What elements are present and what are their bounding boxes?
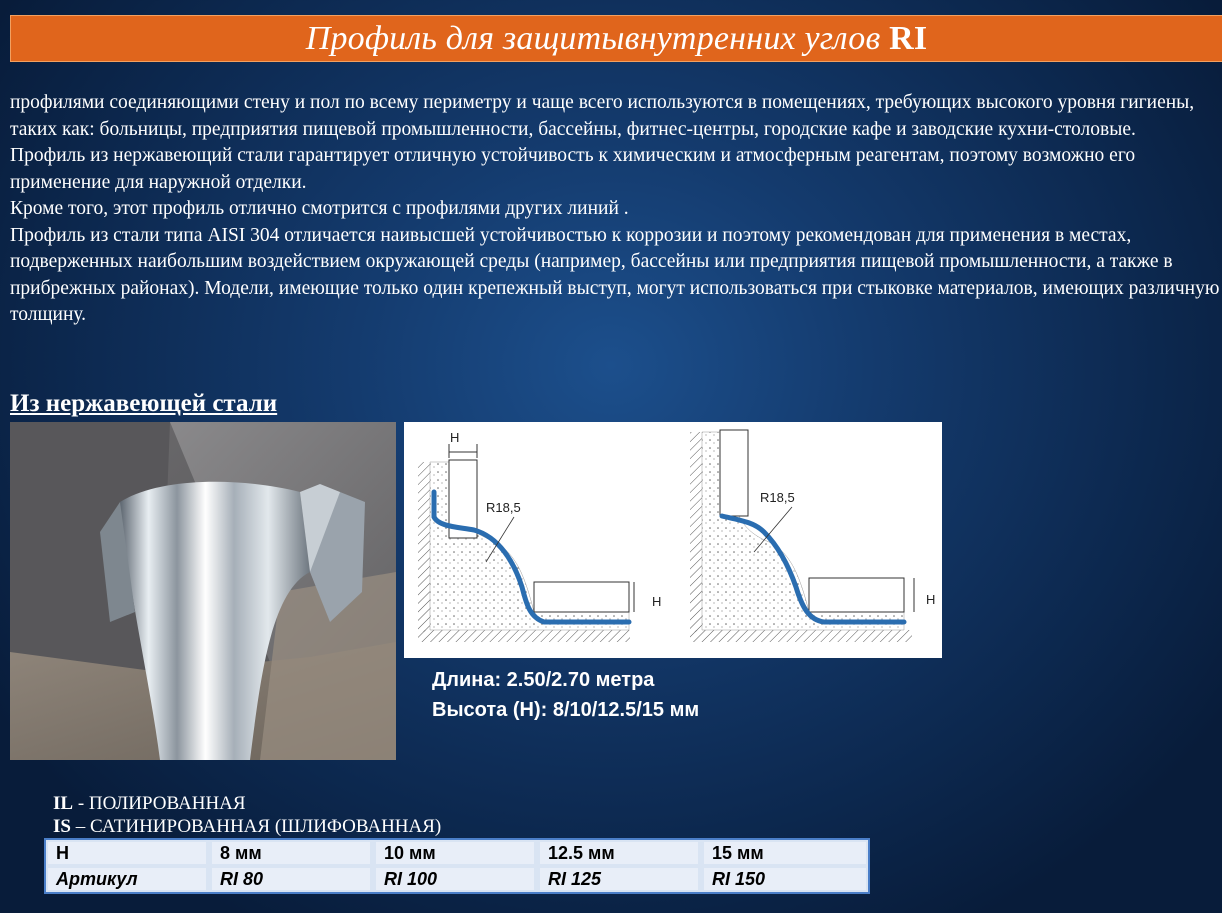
paragraph: профилями соединяющими стену и пол по всему периметру и чаще всего используются в помещениях, требующих высокого уровня гигиены, таких как: больницы, предприятия пищевой промышленности, бассейны, фитнес-центры, городские кафе и заводские кухни-столовые. bbox=[10, 92, 1195, 140]
length-spec: Длина: 2.50/2.70 метра bbox=[432, 669, 655, 691]
legend-item-is bbox=[53, 815, 441, 838]
page-header bbox=[10, 15, 1222, 62]
diagram-h-label: H bbox=[652, 594, 662, 609]
table-cell: Артикул bbox=[48, 868, 206, 890]
legend-item-il bbox=[53, 792, 441, 815]
specs-block bbox=[432, 665, 699, 725]
table-cell: RI 100 bbox=[376, 868, 534, 890]
page-title bbox=[306, 20, 928, 58]
height-spec: Высота (H): 8/10/12.5/15 мм bbox=[432, 699, 700, 721]
description bbox=[10, 90, 1222, 329]
stainless-corner-profile-image bbox=[10, 422, 396, 760]
finish-legend bbox=[53, 792, 441, 838]
table-cell: H bbox=[48, 842, 206, 864]
technical-diagram bbox=[404, 422, 942, 658]
legend-text: - ПОЛИРОВАННАЯ bbox=[73, 793, 246, 814]
table-row bbox=[46, 866, 868, 892]
paragraph: Профиль из стали типа AISI 304 отличается наивысшей устойчивостью к коррозии и поэтому рекомендован для применения в местах, подверженных наибольшим воздействием окружающей среды (например, бассейны или предприятия пищевой промышленности, а также в прибрежных районах). Модели, имеющие только один крепежный выступ, могут использоваться при стыковке материалов, имеющих различную толщину. bbox=[10, 224, 1220, 325]
table-cell: RI 125 bbox=[540, 868, 698, 890]
legend-code: IL bbox=[53, 793, 74, 814]
section-title: Из нержавеющей стали bbox=[10, 390, 278, 417]
diagram-h-label: H bbox=[450, 430, 460, 445]
table-row bbox=[46, 840, 868, 866]
table-cell: 8 мм bbox=[212, 842, 370, 864]
legend-text: – САТИНИРОВАННАЯ (ШЛИФОВАННАЯ) bbox=[70, 816, 442, 837]
diagram-h-label: H bbox=[926, 592, 936, 607]
table-cell: 15 мм bbox=[704, 842, 866, 864]
table-cell: 10 мм bbox=[376, 842, 534, 864]
table-cell: 12.5 мм bbox=[540, 842, 698, 864]
table-cell: RI 80 bbox=[212, 868, 370, 890]
diagram-radius-label: R18,5 bbox=[486, 500, 521, 515]
paragraph: Кроме того, этот профиль отлично смотрится с профилями других линий . bbox=[10, 198, 629, 219]
size-table bbox=[44, 838, 870, 894]
title-code: RI bbox=[889, 19, 928, 57]
product-photo bbox=[10, 422, 396, 760]
diagram-radius-label: R18,5 bbox=[760, 490, 795, 505]
legend-code: IS bbox=[53, 816, 71, 837]
paragraph: Профиль из нержавеющий стали гарантирует отличную устойчивость к химическим и атмосферным реагентам, поэтому возможно его применение для наружной отделки. bbox=[10, 145, 1136, 193]
profile-cross-section-diagram bbox=[404, 422, 942, 658]
table-cell: RI 150 bbox=[704, 868, 866, 890]
title-text: Профиль для защитывнутренних углов bbox=[305, 19, 890, 57]
